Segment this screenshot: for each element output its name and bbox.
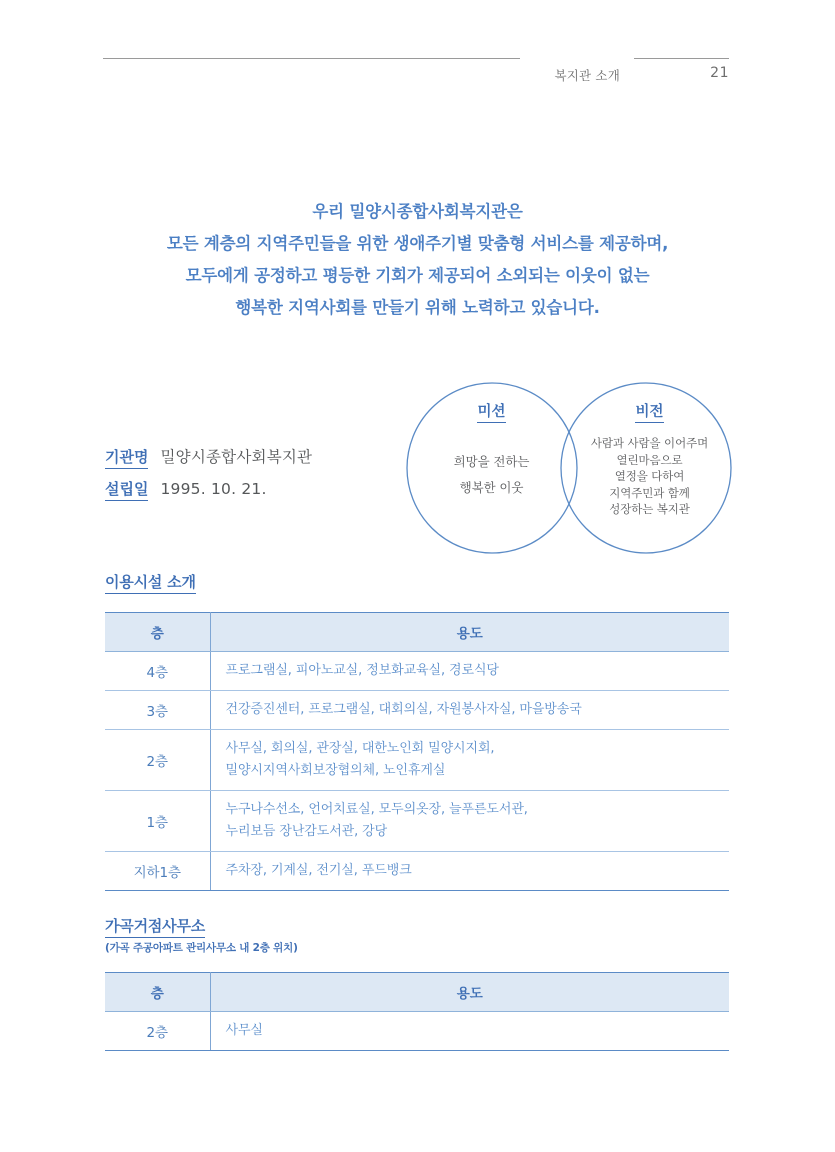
vision-line: 사람과 사람을 이어주며 (590, 436, 709, 450)
branch-subtitle: (가곡 주공아파트 관리사무소 내 2층 위치) (105, 942, 298, 954)
founding-date-value: 1995. 10. 21. (160, 480, 267, 498)
table-row (105, 791, 729, 852)
vision-line: 성장하는 복지관 (609, 502, 690, 516)
cell-use (210, 691, 729, 730)
intro-line-3: 모두에게 공정하고 평등한 기회가 제공되어 소외되는 이웃이 없는 (185, 266, 650, 285)
table-row (105, 652, 729, 691)
cell-use (210, 652, 729, 691)
vision-line: 열린마음으로 (616, 452, 683, 467)
branch-table (105, 972, 729, 1051)
mission-title: 미션 (477, 400, 505, 423)
use-line: 사무실 (225, 1023, 263, 1038)
cell-floor: 2층 (105, 1012, 210, 1051)
col-header-use: 용도 (210, 613, 729, 652)
intro-line-4: 행복한 지역사회를 만들기 위해 노력하고 있습니다. (235, 298, 600, 317)
page-header (0, 58, 835, 92)
use-line: 사무실, 회의실, 관장실, 대한노인회 밀양시지회, (225, 741, 495, 756)
col-header-floor: 층 (105, 613, 210, 652)
organization-info (105, 445, 415, 510)
vision-line: 지역주민과 함께 (609, 485, 690, 500)
cell-floor: 2층 (105, 730, 210, 791)
founding-date-label: 설립일 (105, 478, 148, 501)
branch-heading (105, 915, 205, 938)
header-rule-left (103, 58, 520, 59)
org-info-row (105, 478, 415, 501)
facilities-heading-text: 이용시설 소개 (105, 571, 196, 594)
cell-use (210, 730, 729, 791)
table-row (105, 730, 729, 791)
cell-floor: 3층 (105, 691, 210, 730)
intro-line-1: 우리 밀양시종합사회복지관은 (312, 202, 523, 221)
vision-content (572, 400, 727, 518)
use-line: 건강증진센터, 프로그램실, 대회의실, 자원봉사자실, 마을방송국 (225, 702, 582, 717)
org-name-label: 기관명 (105, 446, 148, 469)
org-info-row (105, 445, 415, 469)
header-rule-right (634, 58, 729, 59)
intro-line-2: 모든 계층의 지역주민들을 위한 생애주기별 맞춤형 서비스를 제공하며, (166, 234, 669, 253)
col-header-floor: 층 (105, 973, 210, 1012)
cell-use (210, 791, 729, 852)
facilities-table (105, 612, 729, 891)
table-row (105, 1012, 729, 1051)
mission-line: 희망을 전하는 (453, 454, 530, 469)
vision-title: 비전 (635, 400, 663, 423)
header-section-title: 복지관 소개 (554, 68, 620, 83)
mission-content (414, 400, 569, 501)
facilities-heading (105, 571, 196, 594)
use-line: 누리보듬 장난감도서관, 강당 (225, 824, 388, 839)
cell-use (210, 1012, 729, 1051)
vision-body (572, 435, 727, 518)
use-line: 누구나수선소, 언어치료실, 모두의옷장, 늘푸른도서관, (225, 802, 528, 817)
cell-floor: 4층 (105, 652, 210, 691)
mission-line: 행복한 이웃 (459, 480, 524, 495)
mission-body (414, 449, 569, 501)
mission-vision-venn (404, 378, 734, 558)
cell-use (210, 852, 729, 891)
table-header-row (105, 613, 729, 652)
org-name-value: 밀양시종합사회복지관 (160, 448, 313, 466)
page-number: 21 (710, 65, 729, 81)
branch-heading-text: 가곡거점사무소 (105, 915, 205, 938)
use-line: 주차장, 기계실, 전기실, 푸드뱅크 (225, 863, 412, 878)
use-line: 밀양시지역사회보장협의체, 노인휴게실 (225, 763, 446, 778)
vision-line: 열정을 다하여 (614, 469, 685, 483)
use-line: 프로그램실, 피아노교실, 정보화교육실, 경로식당 (225, 663, 499, 678)
table-row (105, 852, 729, 891)
table-header-row (105, 973, 729, 1012)
col-header-use: 용도 (210, 973, 729, 1012)
intro-statement (0, 196, 835, 324)
cell-floor: 1층 (105, 791, 210, 852)
table-row (105, 691, 729, 730)
cell-floor: 지하1층 (105, 852, 210, 891)
